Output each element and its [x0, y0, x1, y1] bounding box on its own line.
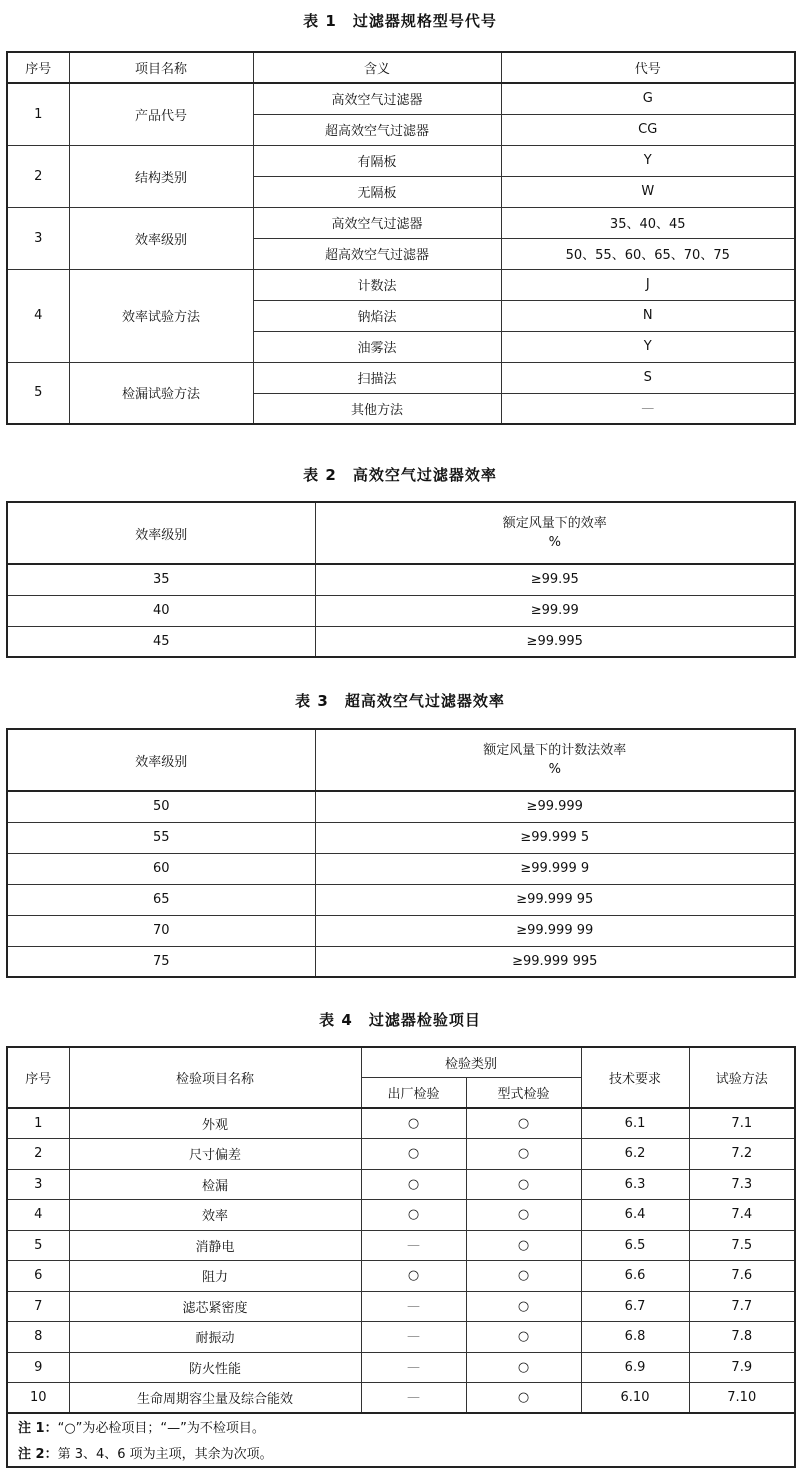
table4-header-name: 检验项目名称 — [69, 1047, 361, 1108]
table3-eff-cell: ≥99.999 99 — [315, 915, 795, 946]
table3-title: 表 3 超高效空气过滤器效率 — [295, 692, 505, 710]
table4-factory-cell: ○ — [361, 1139, 466, 1170]
table1-header-no: 序号 — [7, 52, 69, 83]
table3-header-efficiency-label: 额定风量下的计数法效率 — [483, 743, 627, 758]
table4-type-cell: ○ — [466, 1200, 581, 1231]
table4-no-cell: 4 — [7, 1200, 69, 1231]
table4-name-cell: 耐振动 — [69, 1322, 361, 1353]
table1-name-cell: 效率试验方法 — [69, 269, 253, 362]
table4-factory-cell: — — [361, 1383, 466, 1414]
table1-meaning-cell: 超高效空气过滤器 — [253, 238, 501, 269]
table2-header-efficiency — [315, 502, 795, 564]
table4-title: 表 4 过滤器检验项目 — [319, 1011, 481, 1029]
table4-req-cell: 6.6 — [581, 1261, 689, 1292]
table4-header-factory: 出厂检验 — [361, 1077, 466, 1108]
table3-eff-cell: ≥99.999 995 — [315, 946, 795, 977]
table4-header-row — [7, 1047, 795, 1077]
note-label: 注 2： — [18, 1447, 58, 1462]
table4-type-cell: ○ — [466, 1291, 581, 1322]
table4-type-cell: ○ — [466, 1108, 581, 1139]
table-row — [7, 1200, 795, 1231]
note-label: 注 1： — [18, 1421, 58, 1436]
table-row — [7, 1322, 795, 1353]
table4-factory-cell: — — [361, 1322, 466, 1353]
table1-meaning-cell: 超高效空气过滤器 — [253, 114, 501, 145]
table4-name-cell: 防火性能 — [69, 1352, 361, 1383]
table4-req-cell: 6.9 — [581, 1352, 689, 1383]
table2-header-efficiency-label: 额定风量下的效率 — [502, 516, 607, 531]
table4-name-cell: 滤芯紧密度 — [69, 1291, 361, 1322]
table1-header-row — [7, 52, 795, 83]
table4-no-cell: 6 — [7, 1261, 69, 1292]
table3-header-efficiency — [315, 729, 795, 791]
table2-eff-cell: ≥99.95 — [315, 564, 795, 595]
table4-factory-cell: — — [361, 1352, 466, 1383]
table4 — [6, 1046, 796, 1468]
table-row — [7, 626, 795, 657]
table4-name-cell: 尺寸偏差 — [69, 1139, 361, 1170]
table4-no-cell: 3 — [7, 1169, 69, 1200]
table-row — [7, 564, 795, 595]
table4-factory-cell: — — [361, 1230, 466, 1261]
table1-no-cell: 4 — [7, 269, 69, 362]
table1-meaning-cell: 有隔板 — [253, 145, 501, 176]
table4-no-cell: 2 — [7, 1139, 69, 1170]
table3-level-cell: 75 — [7, 946, 315, 977]
table1-code-cell: N — [501, 300, 795, 331]
table4-factory-cell: ○ — [361, 1200, 466, 1231]
table-row — [7, 83, 795, 114]
table4-name-cell: 外观 — [69, 1108, 361, 1139]
table4-header-no: 序号 — [7, 1047, 69, 1108]
table1-meaning-cell: 计数法 — [253, 269, 501, 300]
table4-name-cell: 阻力 — [69, 1261, 361, 1292]
table4-type-cell: ○ — [466, 1139, 581, 1170]
table1-code-cell: 50、55、60、65、70、75 — [501, 238, 795, 269]
table1-title: 表 1 过滤器规格型号代号 — [303, 12, 497, 30]
table4-method-cell: 7.8 — [689, 1322, 795, 1353]
table-row — [7, 1169, 795, 1200]
table1-code-cell: Y — [501, 331, 795, 362]
table1-code-cell: — — [501, 393, 795, 424]
table4-no-cell: 9 — [7, 1352, 69, 1383]
table4-req-cell: 6.10 — [581, 1383, 689, 1414]
table4-no-cell: 8 — [7, 1322, 69, 1353]
table4-method-cell: 7.6 — [689, 1261, 795, 1292]
table2-level-cell: 45 — [7, 626, 315, 657]
table4-factory-cell: ○ — [361, 1261, 466, 1292]
table4-no-cell: 1 — [7, 1108, 69, 1139]
table1-no-cell: 1 — [7, 83, 69, 145]
table4-note-row — [7, 1413, 795, 1439]
table1-name-cell: 结构类别 — [69, 145, 253, 207]
table4-method-cell: 7.3 — [689, 1169, 795, 1200]
table4-req-cell: 6.7 — [581, 1291, 689, 1322]
table2-title: 表 2 高效空气过滤器效率 — [303, 466, 497, 484]
table1-name-cell: 产品代号 — [69, 83, 253, 145]
table4-note-1 — [7, 1413, 795, 1439]
table3 — [6, 728, 796, 978]
table3-eff-cell: ≥99.999 — [315, 791, 795, 822]
table4-factory-cell: ○ — [361, 1108, 466, 1139]
table1-name-cell: 检漏试验方法 — [69, 362, 253, 424]
table3-level-cell: 60 — [7, 853, 315, 884]
table3-eff-cell: ≥99.999 5 — [315, 822, 795, 853]
table-row — [7, 822, 795, 853]
table-row — [7, 1383, 795, 1414]
table4-name-cell: 效率 — [69, 1200, 361, 1231]
table4-type-cell: ○ — [466, 1230, 581, 1261]
table2-eff-cell: ≥99.995 — [315, 626, 795, 657]
table3-level-cell: 65 — [7, 884, 315, 915]
table1-code-cell: CG — [501, 114, 795, 145]
table4-method-cell: 7.4 — [689, 1200, 795, 1231]
table4-name-cell: 检漏 — [69, 1169, 361, 1200]
note-text: 第 3、4、6 项为主项，其余为次项。 — [57, 1447, 273, 1462]
table4-name-cell: 生命周期容尘量及综合能效 — [69, 1383, 361, 1414]
table4-header-category: 检验类别 — [361, 1047, 581, 1077]
table1 — [6, 51, 796, 425]
table-row — [7, 595, 795, 626]
table-row — [7, 884, 795, 915]
table4-method-cell: 7.7 — [689, 1291, 795, 1322]
table1-meaning-cell: 其他方法 — [253, 393, 501, 424]
table-row — [7, 915, 795, 946]
table-row — [7, 1108, 795, 1139]
table-row — [7, 269, 795, 300]
table4-method-cell: 7.2 — [689, 1139, 795, 1170]
table1-code-cell: Y — [501, 145, 795, 176]
table-row — [7, 853, 795, 884]
table4-method-cell: 7.5 — [689, 1230, 795, 1261]
table3-eff-cell: ≥99.999 95 — [315, 884, 795, 915]
table2-eff-cell: ≥99.99 — [315, 595, 795, 626]
table4-header-method: 试验方法 — [689, 1047, 795, 1108]
table1-meaning-cell: 钠焰法 — [253, 300, 501, 331]
table3-header-unit: % — [548, 762, 561, 777]
table1-no-cell: 2 — [7, 145, 69, 207]
table1-header-name: 项目名称 — [69, 52, 253, 83]
table4-type-cell: ○ — [466, 1261, 581, 1292]
table-row — [7, 1352, 795, 1383]
table-row — [7, 1261, 795, 1292]
table3-level-cell: 55 — [7, 822, 315, 853]
table4-type-cell: ○ — [466, 1383, 581, 1414]
table4-req-cell: 6.5 — [581, 1230, 689, 1261]
table-row — [7, 946, 795, 977]
table3-header-row — [7, 729, 795, 791]
table4-header-req: 技术要求 — [581, 1047, 689, 1108]
table1-code-cell: G — [501, 83, 795, 114]
table3-header-level: 效率级别 — [7, 729, 315, 791]
table4-req-cell: 6.8 — [581, 1322, 689, 1353]
table4-type-cell: ○ — [466, 1169, 581, 1200]
table1-code-cell: 35、40、45 — [501, 207, 795, 238]
table1-code-cell: W — [501, 176, 795, 207]
table1-header-code: 代号 — [501, 52, 795, 83]
table-row — [7, 145, 795, 176]
table1-name-cell: 效率级别 — [69, 207, 253, 269]
table2-header-row — [7, 502, 795, 564]
table4-req-cell: 6.4 — [581, 1200, 689, 1231]
table-row — [7, 362, 795, 393]
table1-meaning-cell: 高效空气过滤器 — [253, 207, 501, 238]
table-row — [7, 1291, 795, 1322]
note-text: “○”为必检项目；“—”为不检项目。 — [57, 1421, 265, 1436]
table4-no-cell: 7 — [7, 1291, 69, 1322]
table2 — [6, 501, 796, 658]
table4-factory-cell: ○ — [361, 1169, 466, 1200]
table4-note-row — [7, 1439, 795, 1467]
table4-req-cell: 6.3 — [581, 1169, 689, 1200]
table2-level-cell: 35 — [7, 564, 315, 595]
table1-meaning-cell: 高效空气过滤器 — [253, 83, 501, 114]
table1-header-meaning: 含义 — [253, 52, 501, 83]
table1-meaning-cell: 油雾法 — [253, 331, 501, 362]
table3-eff-cell: ≥99.999 9 — [315, 853, 795, 884]
table1-code-cell: S — [501, 362, 795, 393]
table3-level-cell: 70 — [7, 915, 315, 946]
table2-header-unit: % — [548, 535, 561, 550]
table4-method-cell: 7.1 — [689, 1108, 795, 1139]
table1-meaning-cell: 无隔板 — [253, 176, 501, 207]
table2-level-cell: 40 — [7, 595, 315, 626]
table4-no-cell: 10 — [7, 1383, 69, 1414]
table4-note-2 — [7, 1439, 795, 1467]
table-row — [7, 207, 795, 238]
table4-method-cell: 7.10 — [689, 1383, 795, 1414]
table4-no-cell: 5 — [7, 1230, 69, 1261]
table2-header-level: 效率级别 — [7, 502, 315, 564]
table4-type-cell: ○ — [466, 1352, 581, 1383]
table-row — [7, 791, 795, 822]
table4-header-type: 型式检验 — [466, 1077, 581, 1108]
table4-name-cell: 消静电 — [69, 1230, 361, 1261]
table3-level-cell: 50 — [7, 791, 315, 822]
table4-req-cell: 6.1 — [581, 1108, 689, 1139]
table1-meaning-cell: 扫描法 — [253, 362, 501, 393]
table1-no-cell: 3 — [7, 207, 69, 269]
table-row — [7, 1139, 795, 1170]
table4-type-cell: ○ — [466, 1322, 581, 1353]
table4-factory-cell: — — [361, 1291, 466, 1322]
table-row — [7, 1230, 795, 1261]
table4-req-cell: 6.2 — [581, 1139, 689, 1170]
table1-no-cell: 5 — [7, 362, 69, 424]
table4-method-cell: 7.9 — [689, 1352, 795, 1383]
table1-code-cell: J — [501, 269, 795, 300]
